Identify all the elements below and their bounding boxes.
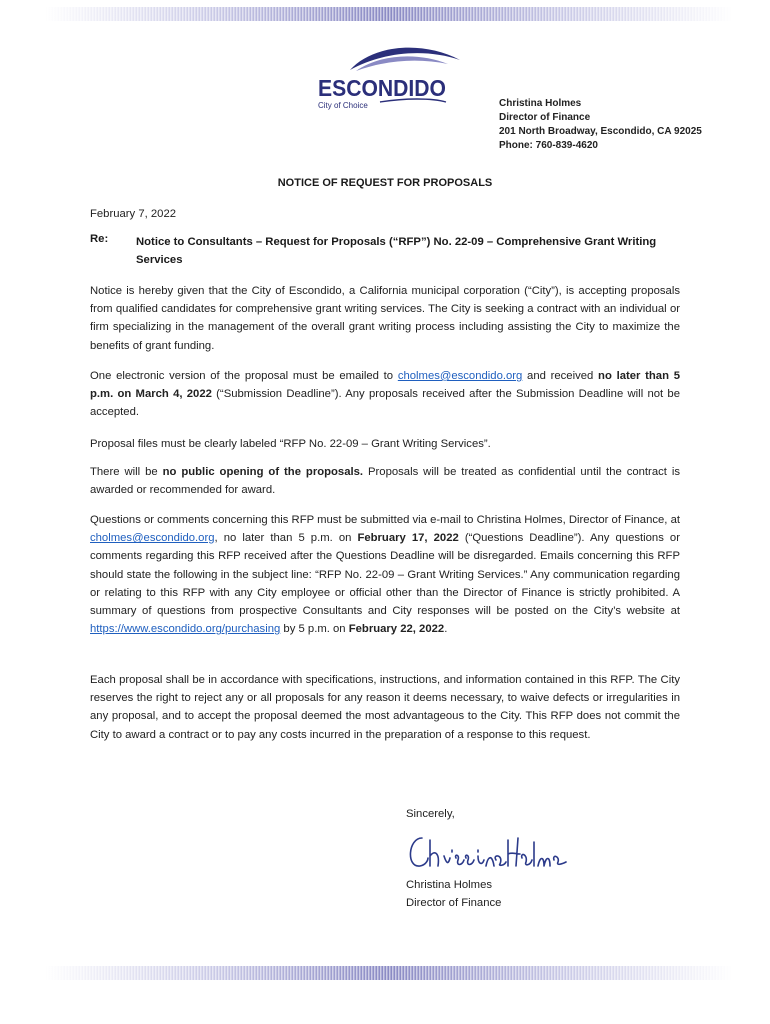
- paragraph-submission: One electronic version of the proposal must be emailed to cholmes@escondido.org and received no later than 5 p.m. on March 4, 2022 (“Submission Deadline”). Any proposals received after the Submission Deadline will not be accepted.: [90, 370, 680, 419]
- document-title: NOTICE OF REQUEST FOR PROPOSALS: [277, 177, 493, 189]
- questions-deadline: February 17, 2022: [357, 532, 459, 545]
- purchasing-url-link[interactable]: https://www.escondido.org/purchasing: [90, 623, 281, 636]
- logo-name: ESCONDIDO: [318, 75, 446, 101]
- document-date: February 7, 2022: [90, 208, 177, 220]
- paragraph-labeling: Proposal files must be clearly labeled “RFP No. 22-09 – Grant Writing Services”.: [90, 438, 491, 450]
- contact-title: Director of Finance: [499, 112, 591, 123]
- contact-block: [499, 97, 702, 153]
- submission-deadline: no later than 5 p.m. on March 4, 2022: [90, 370, 680, 401]
- summary-posting-date: February 22, 2022: [348, 623, 445, 636]
- re-label: Re:: [90, 233, 109, 245]
- re-subject: Notice to Consultants – Request for Proposals (“RFP”) No. 22-09 – Comprehensive Grant Writing Services: [136, 236, 657, 266]
- paragraph-terms: Each proposal shall be in accordance with specifications, instructions, and information contained in this RFP. The City reserves the right to reject any or all proposals for any reason it deems necessary, to waive defects or irregularities in any proposal, and to accept the proposal deemed the most advantageous to the City. This RFP does not commit the City to award a contract or to pay any costs incurred in the preparation of a response to this request.: [90, 674, 680, 741]
- salutation: Sincerely,: [406, 808, 455, 820]
- paragraph-confidential: There will be no public opening of the proposals. Proposals will be treated as confidential until the contract is awarded or recommended for award.: [90, 466, 680, 497]
- no-public-opening: no public opening of the proposals.: [162, 466, 364, 478]
- escondido-logo: [310, 40, 460, 115]
- header-band: [44, 7, 734, 21]
- paragraph-intro: Notice is hereby given that the City of Escondido, a California municipal corporation (“City”), is accepting proposals from qualified candidates for comprehensive grant writing services. The City is seeking a contract with an individual or firm specializing in the management of the overall grant writing process including assisting the City to maximize the benefits of grant funding.: [90, 285, 680, 352]
- signatory-name: Christina Holmes: [406, 879, 493, 891]
- handwritten-signature: [400, 828, 570, 876]
- email-link-questions[interactable]: cholmes@escondido.org: [90, 532, 215, 545]
- contact-name: Christina Holmes: [499, 98, 582, 109]
- logo-tagline: City of Choice: [318, 101, 368, 110]
- contact-address: 201 North Broadway, Escondido, CA 92025: [499, 126, 702, 137]
- signatory-title: Director of Finance: [406, 897, 502, 909]
- email-link[interactable]: cholmes@escondido.org: [397, 370, 523, 382]
- paragraph-questions: Questions or comments concerning this RFP must be submitted via e-mail to Christina Holmes, Director of Finance, at cholmes@escondido.org, no later than 5 p.m. on February 17, 2022 (“Questions Deadline”). Any questions or comments regarding this RFP received after the Questions Deadline will be disregarded. Emails concerning this RFP should state the following in the subject line: “RFP No. 22-09 – Grant Writing Services.” Any communication regarding or relating to this RFP with any City employee or official other than the Director of Finance is strictly prohibited. A summary of questions from prospective Consultants and City responses will be posted on the City’s website at https://www.escondido.org/purchasing by 5 p.m. on February 22, 2022.: [90, 514, 680, 636]
- city-swoosh-logo-icon: [310, 40, 460, 115]
- contact-phone: Phone: 760-839-4620: [499, 140, 598, 151]
- footer-band: [44, 966, 734, 980]
